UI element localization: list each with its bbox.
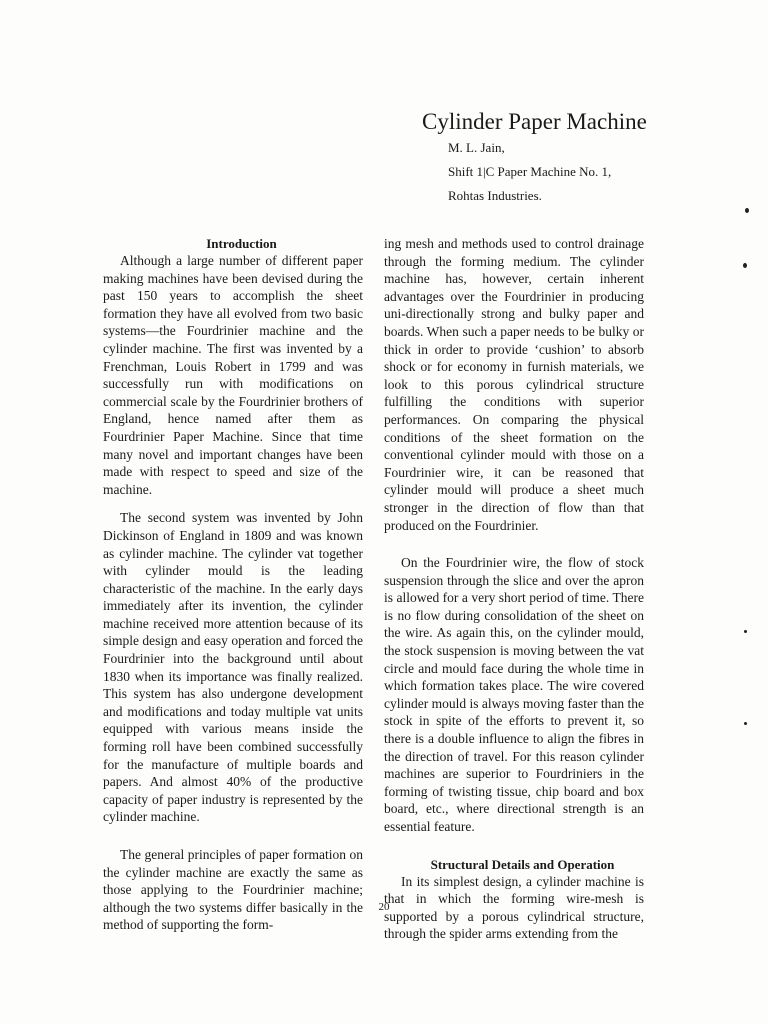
paragraph: In its simplest design, a cylinder machine is that in which the forming wire-mesh is supported by a porous cylindrical structure, through the spider arms extending from the xyxy=(384,873,644,942)
section-heading-introduction: Introduction xyxy=(206,236,277,251)
page-number: 20 xyxy=(378,901,390,913)
paragraph: The second system was invented by John Dickinson of England in 1809 and was known as cylinder machine. The cylinder vat together with cylinder mould is the leading characteristic of the machine. In the early days immediately after its invention, the cylinder machine received more attention because of its simple design and easy operation and forced the Fourdrinier into the background until about 1830 when its importance was finally realized. This system has also undergone development and modifications and today multiple vat units equipped with various means inside the forming roll have been combined successfully for the manufacture of multiple boards and papers. And almost 40% of the productive capacity of paper industry is represented by the cylinder machine. xyxy=(103,510,363,825)
right-column xyxy=(384,235,644,943)
scan-speck xyxy=(745,208,749,213)
left-column xyxy=(103,235,363,934)
paragraph: The general principles of paper formation on the cylinder machine are exactly the same as those applying to the Fourdrinier machine; although the two systems differ basically in the method of supporting the form- xyxy=(103,847,363,933)
paragraph: On the Fourdrinier wire, the flow of stock suspension through the slice and over the apron is allowed for a very short period of time. There is no flow during consolidation of the sheet on the wire. As again this, on the cylinder mould, the stock suspension is moving between the vat circle and mould face during the whole time in which formation takes place. The wire covered cylinder mould is always moving faster than the stock in spite of the efforts to prevent it, so there is a double influence to align the fibres in the direction of travel. For this reason cylinder machines are superior to Fourdriniers in the forming of twisting tissue, chip board and box board, etc., where directional strength is an essential feature. xyxy=(384,555,644,834)
paragraph: ing mesh and methods used to control drainage through the forming medium. The cylinder machine has, however, certain inherent advantages over the Fourdrinier in producing uni-directionally strong and bulky paper and boards. When such a paper needs to be bulky or thick in order to provide ‘cushion’ to absorb shock or for economy in furnish materials, we look to this porous cylindrical structure fulfilling the conditions with superior performances. On comparing the physical conditions of the sheet formation on the conventional cylinder mould with those on a Fourdrinier wire, it can be reasoned that cylinder mould will produce a sheet much stronger in the direction of flow than that produced on the Fourdrinier. xyxy=(384,236,644,533)
author-position: Shift 1|C Paper Machine No. 1, xyxy=(448,164,612,179)
article-title: Cylinder Paper Machine xyxy=(422,109,647,134)
author-name: M. L. Jain, xyxy=(448,140,505,155)
scan-speck xyxy=(743,263,747,268)
scan-speck xyxy=(744,722,747,725)
author-organization: Rohtas Industries. xyxy=(448,188,542,203)
paragraph: Although a large number of different paper making machines have been devised during the past 150 years to accomplish the sheet formation they have all evolved from two basic systems—the Fourdrinier machine and the cylinder machine. The first was invented by a Frenchman, Louis Robert in 1799 and was successfully run with modifications on commercial scale by the Fourdrinier brothers of England, hence named after them as Fourdrinier Paper Machine. Since that time many novel and important changes have been made with respect to speed and size of the machine. xyxy=(103,253,363,497)
section-heading-structural-details: Structural Details and Operation xyxy=(430,856,615,872)
scan-speck xyxy=(744,630,747,633)
